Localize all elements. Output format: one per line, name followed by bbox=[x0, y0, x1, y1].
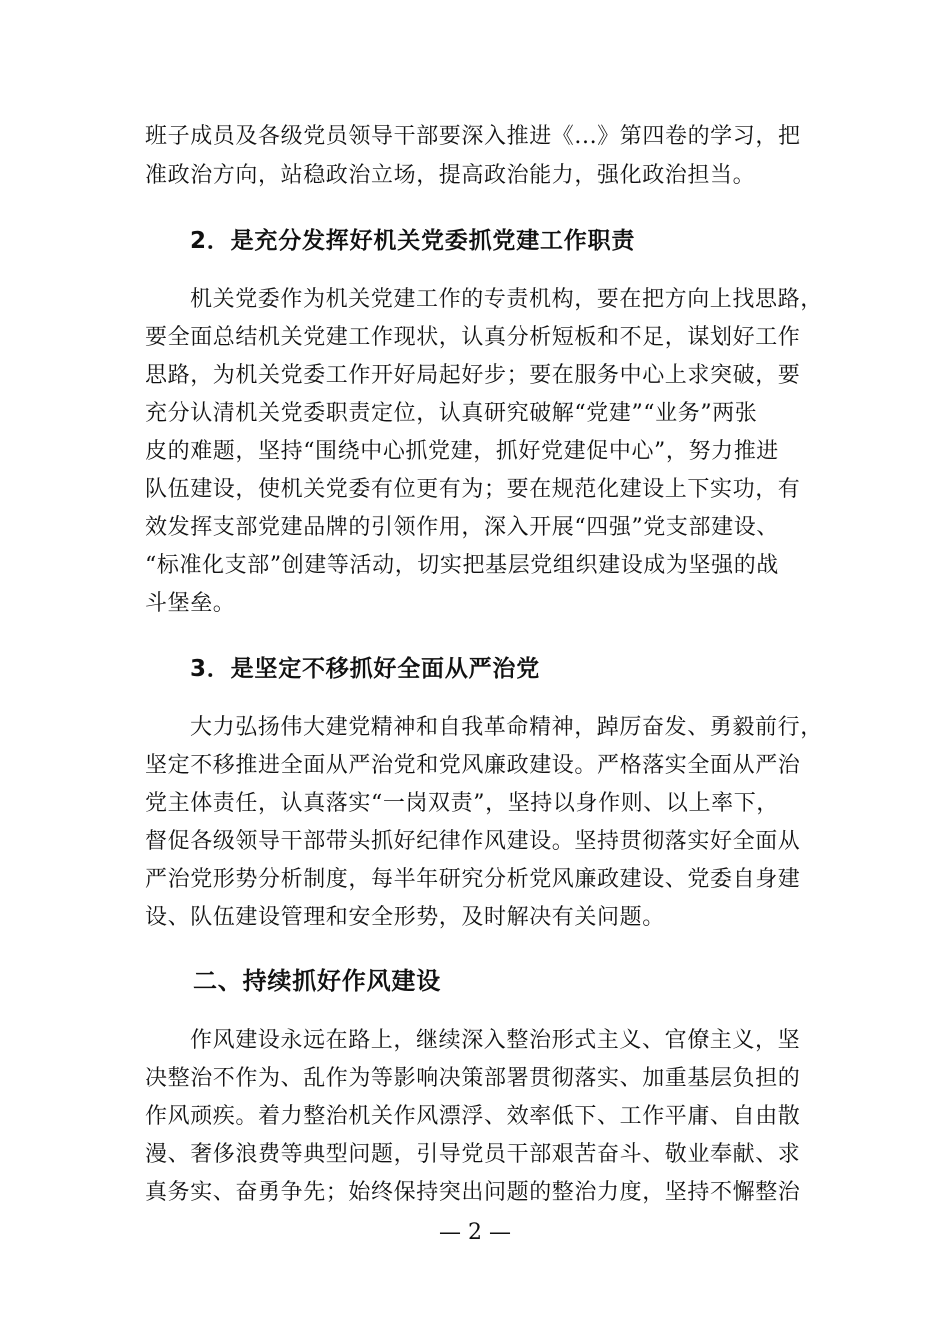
paragraph-line: 充分认清机关党委职责定位，认真研究破解“党建”“业务”两张 bbox=[145, 401, 758, 426]
page-number: — 2 — bbox=[439, 1220, 511, 1245]
paragraph-line: “标准化支部”创建等活动，切实把基层党组织建设成为坚强的战 bbox=[145, 553, 779, 578]
paragraph-line: 设、队伍建设管理和安全形势，及时解决有关问题。 bbox=[145, 905, 665, 930]
paragraph-line: 班子成员及各级党员领导干部要深入推进《...》第四卷的学习，把 bbox=[145, 124, 801, 149]
paragraph-line: 机关党委作为机关党建工作的专责机构，要在把方向上找思路， bbox=[190, 287, 823, 312]
paragraph-line: 党主体责任，认真落实“一岗双责”，坚持以身作则、以上率下， bbox=[145, 791, 779, 816]
paragraph-line: 决整治不作为、乱作为等影响决策部署贯彻落实、加重基层负担的 bbox=[145, 1066, 801, 1091]
paragraph-line: 效发挥支部党建品牌的引领作用，深入开展“四强”党支部建设、 bbox=[145, 515, 779, 540]
paragraph-line: 坚定不移推进全面从严治党和党风廉政建设。严格落实全面从严治 bbox=[145, 753, 801, 778]
paragraph-line: 皮的难题，坚持“围绕中心抓党建，抓好党建促中心”，努力推进 bbox=[145, 439, 779, 464]
paragraph-line: 真务实、奋勇争先；始终保持突出问题的整治力度，坚持不懈整治 bbox=[145, 1180, 801, 1205]
paragraph-line: 队伍建设，使机关党委有位更有为；要在规范化建设上下实功，有 bbox=[145, 477, 801, 502]
paragraph-line: 作风顽疾。着力整治机关作风漂浮、效率低下、工作平庸、自由散 bbox=[145, 1104, 801, 1129]
section-heading-3: 3．是坚定不移抓好全面从严治党 bbox=[190, 656, 541, 682]
paragraph-line: 准政治方向，站稳政治立场，提高政治能力，强化政治担当。 bbox=[145, 163, 756, 188]
paragraph-line: 严治党形势分析制度，每半年研究分析党风廉政建设、党委自身建 bbox=[145, 867, 801, 892]
paragraph-line: 大力弘扬伟大建党精神和自我革命精神，踔厉奋发、勇毅前行， bbox=[190, 715, 823, 740]
section-heading-2: 2．是充分发挥好机关党委抓党建工作职责 bbox=[190, 228, 636, 254]
paragraph-line: 斗堡垒。 bbox=[145, 591, 236, 616]
paragraph-line: 作风建设永远在路上，继续深入整治形式主义、官僚主义，坚 bbox=[190, 1028, 801, 1053]
paragraph-line: 漫、奢侈浪费等典型问题，引导党员干部艰苦奋斗、敬业奉献、求 bbox=[145, 1142, 801, 1167]
part-heading: 二、持续抓好作风建设 bbox=[193, 967, 441, 995]
paragraph-line: 督促各级领导干部带头抓好纪律作风建设。坚持贯彻落实好全面从 bbox=[145, 829, 801, 854]
paragraph-line: 要全面总结机关党建工作现状，认真分析短板和不足，谋划好工作 bbox=[145, 325, 801, 350]
paragraph-line: 思路，为机关党委工作开好局起好步；要在服务中心上求突破，要 bbox=[145, 363, 801, 388]
